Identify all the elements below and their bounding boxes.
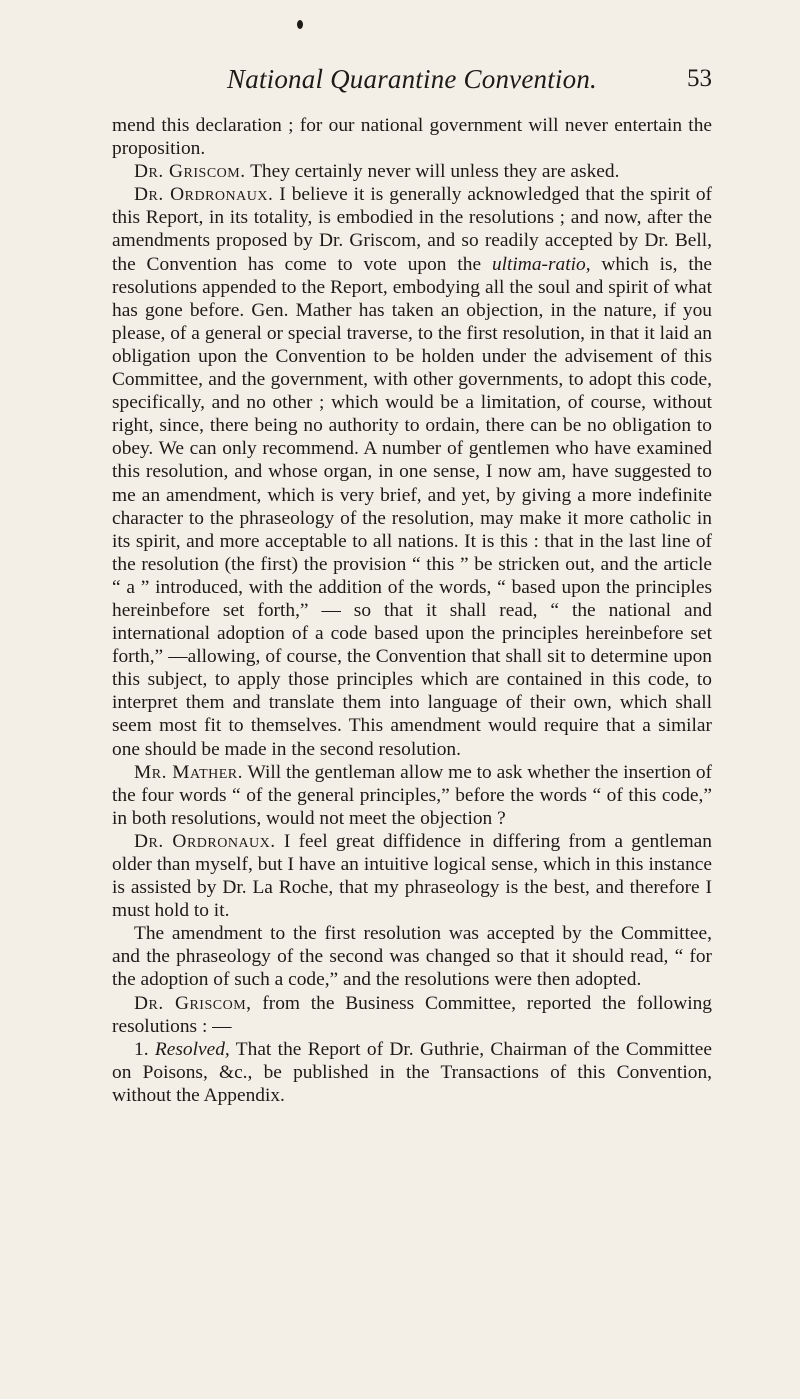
paragraph-text: They certainly never will unless they are asked. (245, 161, 620, 183)
resolved-label: Resolved, (154, 1038, 230, 1060)
paragraph-text: The amendment to the first resolution was accepted by the Committee, and the phraseology of the second was changed so that it should read, “ for the adoption of such a code,” and the resolutions were then adopted. (112, 923, 712, 991)
speaker-name: Dr. Griscom. (134, 161, 246, 183)
paragraph-resolution-1 (112, 1038, 712, 1107)
paragraph-text-after: , which is, the resolutions appended to the Report, embodying all the soul and spirit of what has gone before. Gen. Mather has taken an objection, in the nature, if you please, of a general or special traverse, to the first resolution, in that it laid an obligation upon the Convention to be holden under the advisement of this Committee, and the government, with other governments, to adopt this code, specifically, and no other ; which would be a limitation, of course, without right, since, there being no authority to ordain, there can be no obligation to obey. We can only recommend. A number of gentlemen who have examined this resolution, and whose organ, in one sense, I now am, have suggested to me an amendment, which is very brief, and yet, by giving a more indefinite character to the phraseology of the resolution, may make it more catholic in its spirit, and more acceptable to all nations. It is this : that in the last line of the resolution (the first) the provision “ this ” be stricken out, and the article “ a ” introduced, with the addition of the words, “ based upon the principles hereinbefore set forth,” — so that it shall read, “ the national and international adoption of a code based upon the principles hereinbefore set forth,” —allowing, of course, the Convention that shall sit to determine upon this subject, to apply those principles which are contained in this code, to interpret them and translate them into language of their own, which shall seem most fit to themselves. This amendment would require that a similar one should be made in the second resolution. (112, 253, 713, 760)
paragraph-ordronaux-reply (112, 830, 712, 922)
paragraph-text-before: I believe it is generally acknowledged that the spirit of this Report, in its totality, is embodied in the resolutions ; and now, after the amendments proposed by Dr. Griscom, and so readily accepted by Dr. Bell, the Convention has come to vote upon the (112, 184, 712, 275)
paragraph-text: mend this declaration ; for our national government will never entertain the proposition. (112, 115, 712, 160)
page-number: 53 (687, 65, 712, 92)
speaker-name: Mr. Mather. (134, 761, 243, 783)
running-title: National Quarantine Convention. (227, 64, 597, 94)
paragraph-ordronaux-amendment (112, 183, 712, 760)
body-text (112, 114, 712, 1107)
resolution-number: 1. (134, 1038, 155, 1060)
italic-term: ultima-ratio (491, 253, 586, 275)
speaker-name: Dr. Ordronaux. (134, 184, 274, 206)
paragraph-business-committee (112, 992, 712, 1038)
paragraph-griscom-reply (112, 160, 712, 183)
running-header (112, 56, 712, 96)
paragraph-amendment-accepted (112, 922, 712, 991)
paragraph-text: from the Business Committee, reported the following resolutions : — (112, 992, 712, 1037)
speaker-name: Dr. Griscom, (134, 992, 252, 1014)
paragraph-continuation (112, 114, 712, 160)
paragraph-text: Will the gentleman allow me to ask whether the insertion of the four words “ of the general principles,” before the words “ of this code,” in both resolutions, would not meet the objection ? (112, 761, 712, 829)
speaker-name: Dr. Ordronaux. (134, 830, 276, 852)
resolution-text: That the Report of Dr. Guthrie, Chairman of the Committee on Poisons, &c., be published in the Transactions of this Convention, without the Appendix. (112, 1038, 713, 1106)
paragraph-text: I feel great diffidence in differing from a gentleman older than myself, but I have an intuitive logical sense, which in this instance is assisted by Dr. La Roche, that my phraseology is the best, and therefore I must hold to it. (112, 830, 712, 922)
ink-mark (297, 20, 303, 29)
paragraph-mather-question (112, 761, 712, 830)
